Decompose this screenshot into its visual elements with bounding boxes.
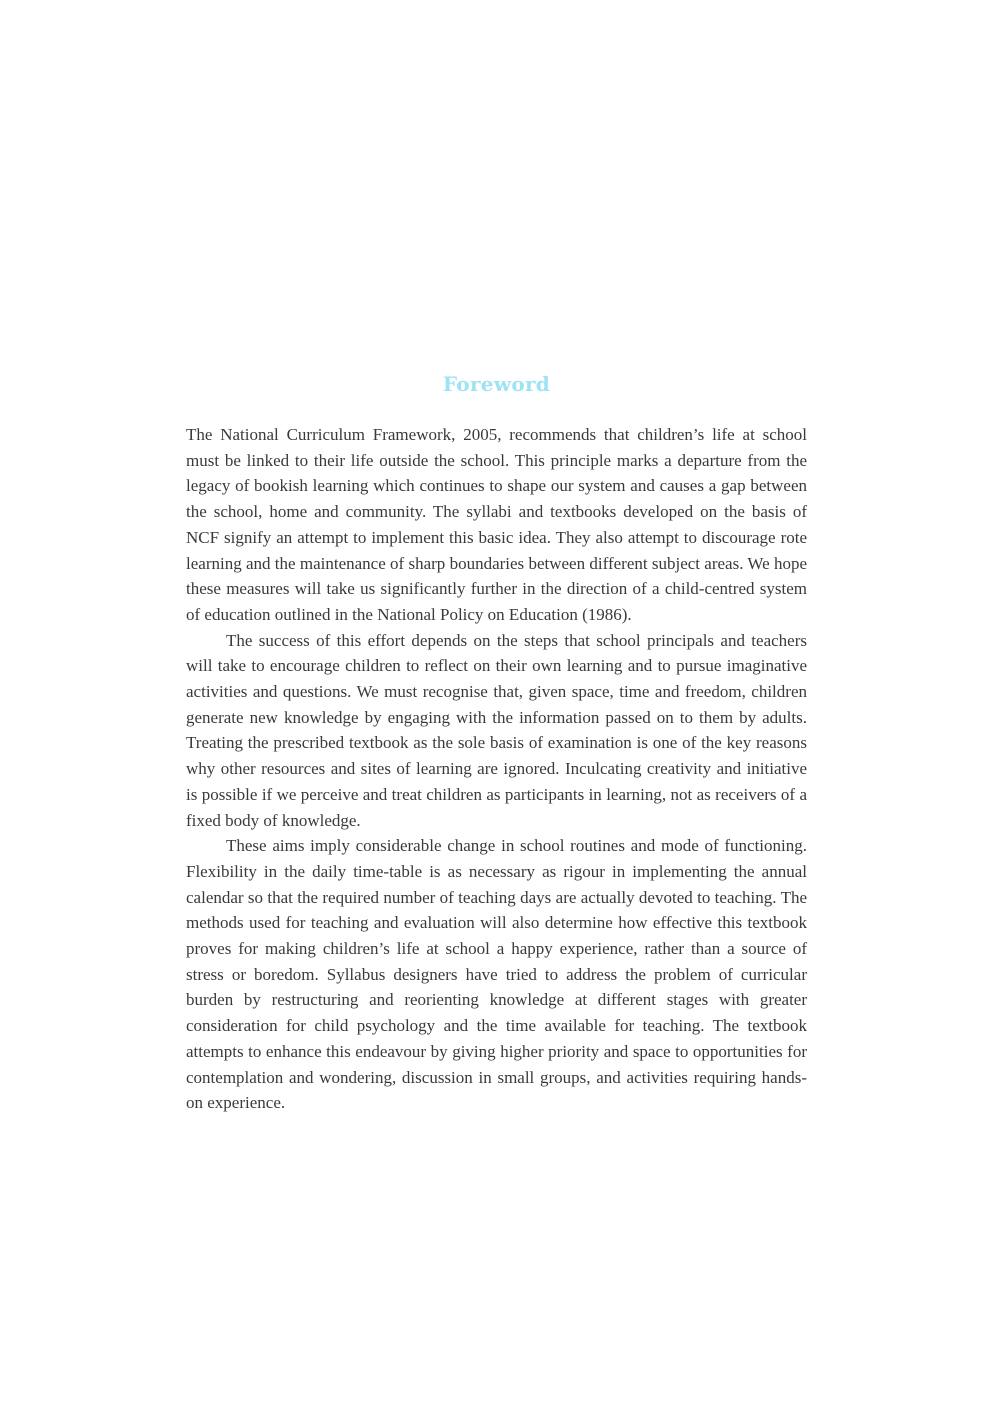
paragraph-1: The National Curriculum Framework, 2005, recommends that children’s life at school must be linked to their life outside the school. This principle marks a departure from the legacy of bookish learning which continues to shape our system and causes a gap between the school, home and community. The syllabi and textbooks developed on the basis of NCF signify an attempt to implement this basic idea. They also attempt to discourage rote learning and the maintenance of sharp boundaries between different subject areas. We hope these measures will take us significantly further in the direction of a child-centred system of education outlined in the National Policy on Education (1986).: [186, 425, 807, 624]
paragraph-2: The success of this effort depends on the steps that school principals and teachers will take to encourage children to reflect on their own learning and to pursue imaginative activities and questions. We must recognise that, given space, time and freedom, children generate new knowledge by engaging with the information passed on to them by adults. Treating the prescribed textbook as the sole basis of examination is one of the key reasons why other resources and sites of learning are ignored. Inculcating creativity and initiative is possible if we perceive and treat children as participants in learning, not as receivers of a fixed body of knowledge.: [186, 630, 807, 830]
foreword-page: [186, 372, 807, 1116]
page-title: Foreword: [442, 372, 551, 396]
paragraph-3: These aims imply considerable change in school routines and mode of functioning. Flexibility in the daily time-table is as necessary as rigour in implementing the annual calendar so that the required number of teaching days are actually devoted to teaching. The methods used for teaching and evaluation will also determine how effective this textbook proves for making children’s life at school a happy experience, rather than a source of stress or boredom. Syllabus designers have tried to address the problem of curricular burden by restructuring and reorienting knowledge at different stages with greater consideration for child psychology and the time available for teaching. The textbook attempts to enhance this endeavour by giving higher priority and space to opportunities for contemplation and wondering, discussion in small groups, and activities requiring hands-on experience.: [186, 836, 807, 1113]
